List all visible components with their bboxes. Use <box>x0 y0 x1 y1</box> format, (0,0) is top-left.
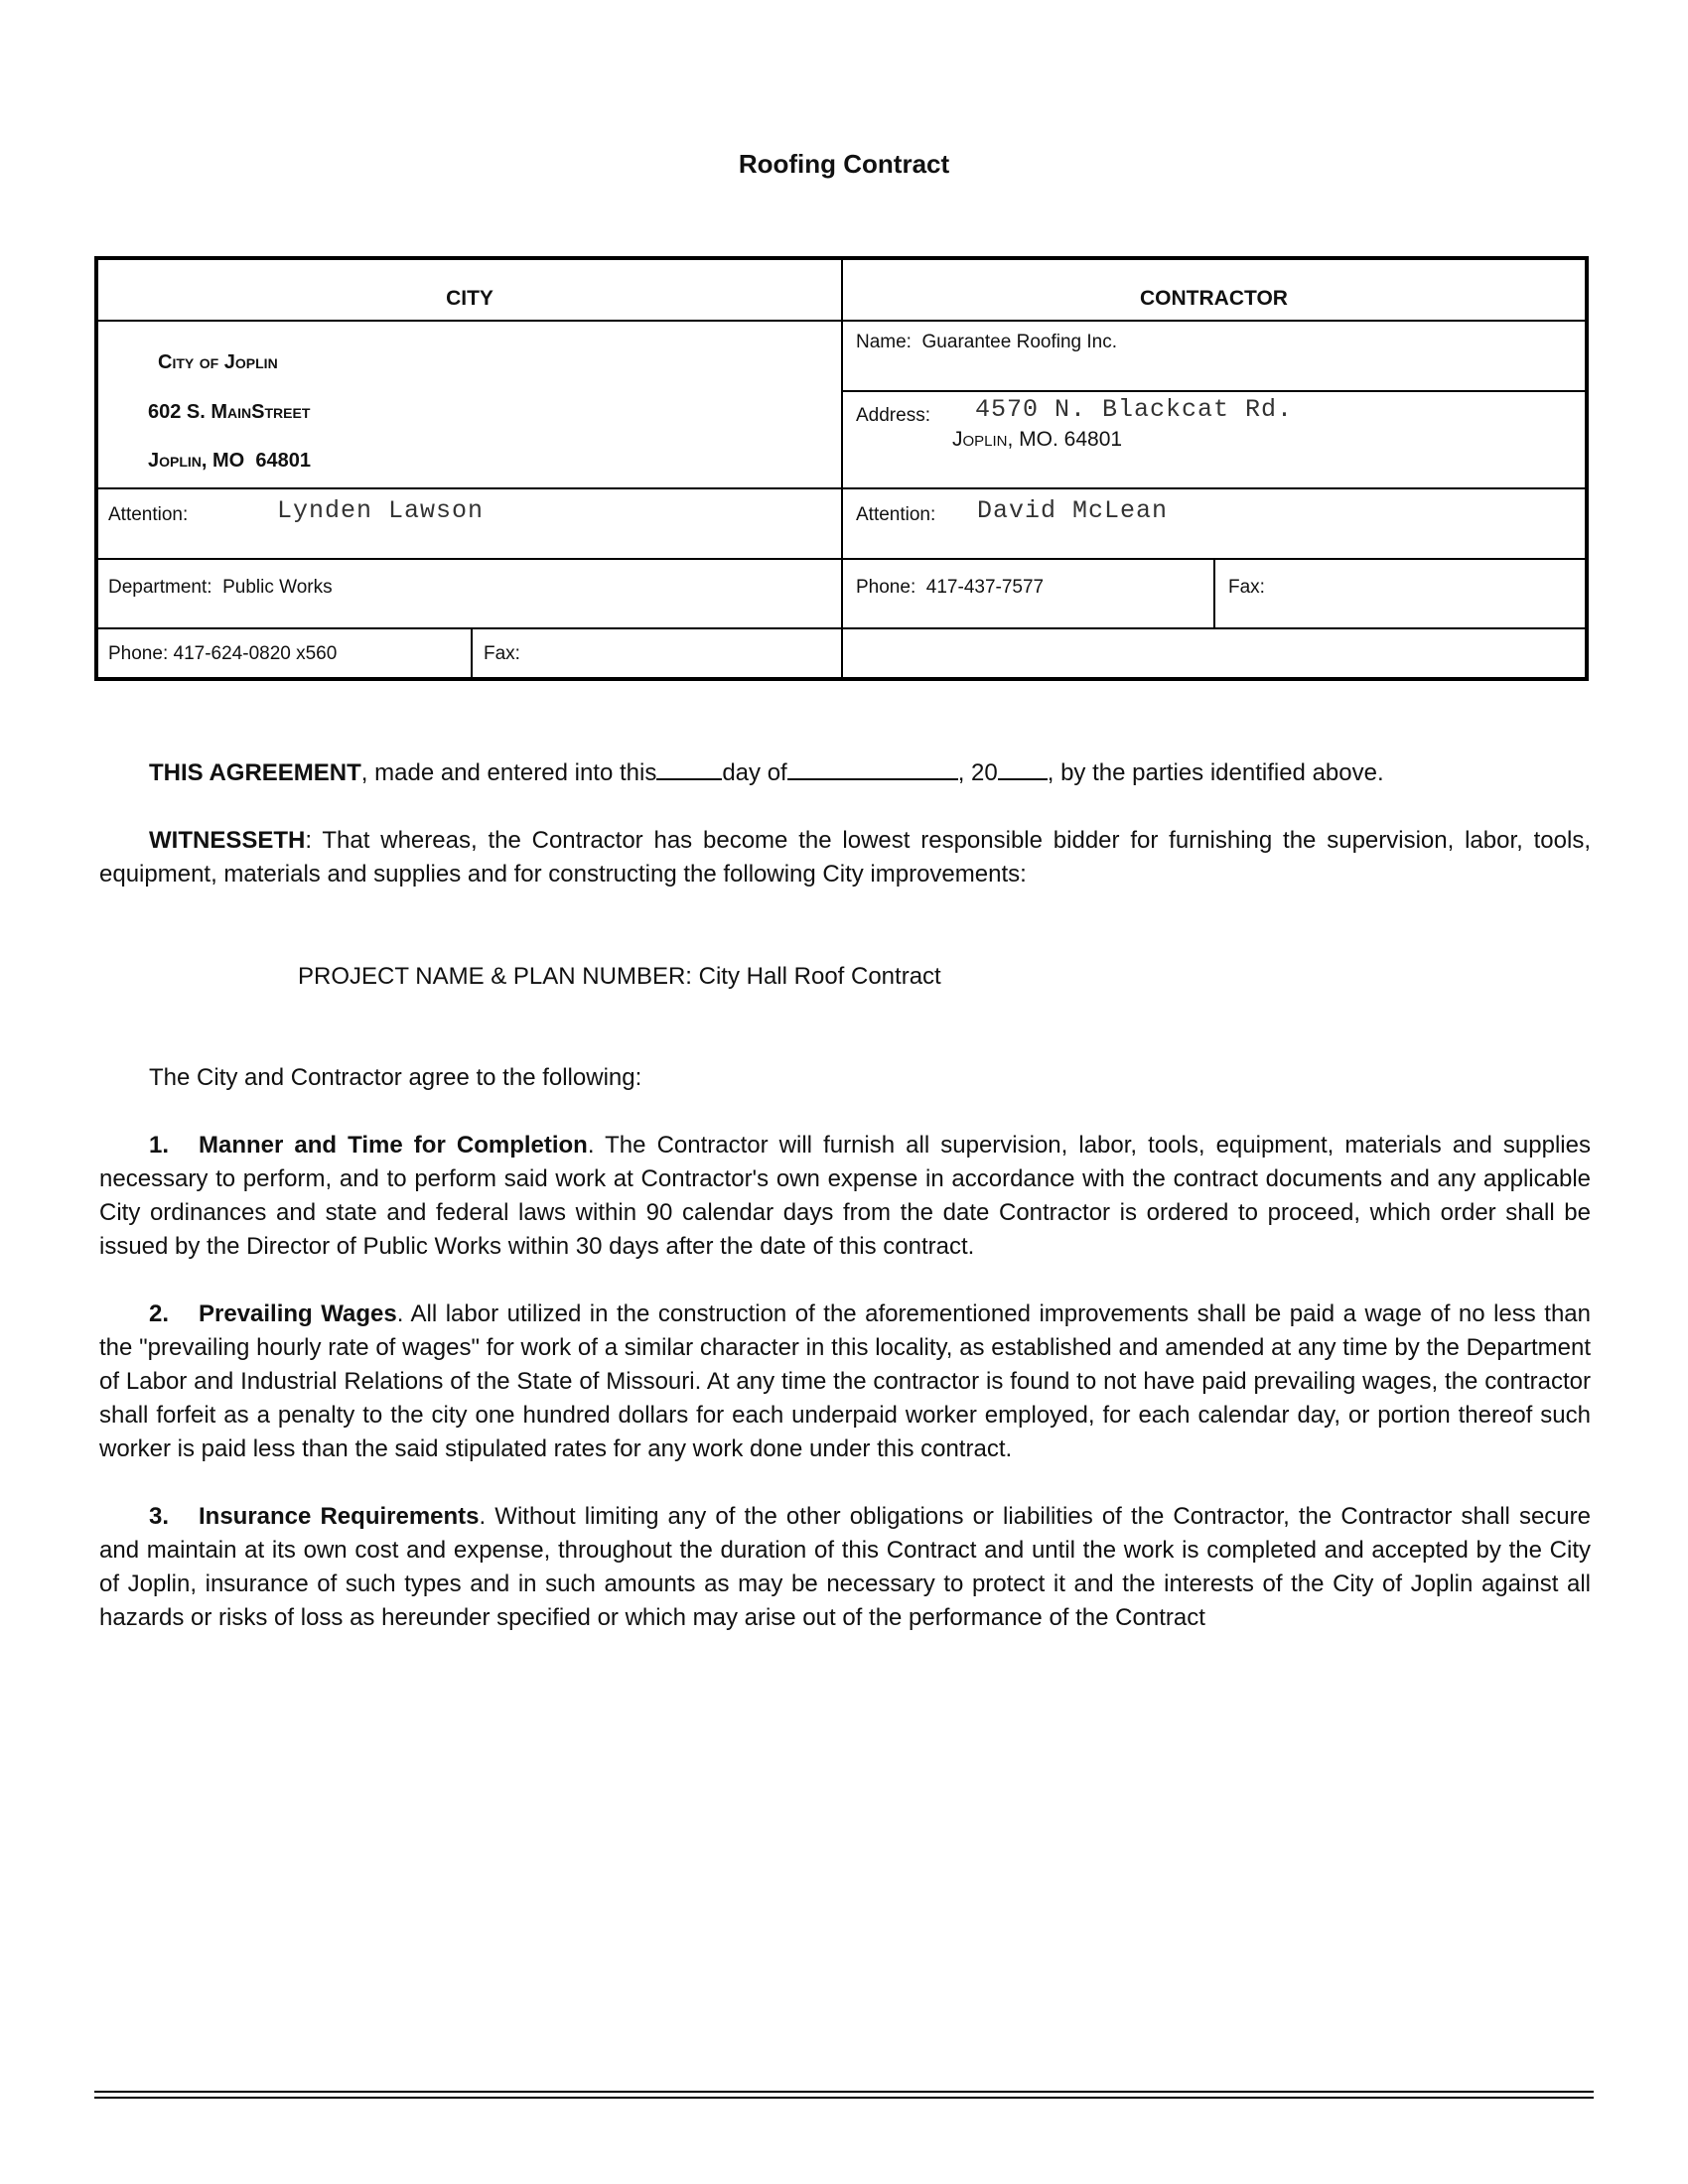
footer-rule <box>94 2097 1594 2099</box>
year-blank <box>998 756 1048 780</box>
section-2 <box>99 1297 1591 1466</box>
agreement-text-3: , 20 <box>957 759 998 786</box>
city-state-zip: Joplin, MO 64801 <box>148 450 311 472</box>
contractor-name-value: Guarantee Roofing Inc. <box>921 332 1117 352</box>
section-text: . All labor utilized in the construction of the aforementioned improvements shall be paid a wage of no less than the "prevailing hourly rate of wages" for work of a similar character in this locality, as established and amended at any time by the Department of Labor and Industrial Relations of the State of Missouri. At any time the contractor is found to not have paid prevailing wages, the contractor shall forfeit as a penalty to the city one hundred dollars for each underpaid worker employed, for each calendar day, or portion thereof such worker is paid less than the said stipulated rates for any work done under this contract. <box>99 1300 1591 1462</box>
city-attention-value: Lynden Lawson <box>277 496 485 525</box>
contractor-address-line2: Joplin, MO. 64801 <box>952 428 1123 451</box>
city-name: City of Joplin <box>158 351 278 373</box>
city-phone-value: 417-624-0820 x560 <box>173 643 338 664</box>
table-divider <box>1213 558 1215 627</box>
contractor-attention-label: Attention: <box>856 504 936 525</box>
city-department <box>108 577 333 599</box>
project-line: PROJECT NAME & PLAN NUMBER: City Hall Roof Contract <box>298 963 941 990</box>
contractor-phone <box>856 577 1044 599</box>
agreement-lead: THIS AGREEMENT <box>149 759 361 786</box>
table-divider <box>98 320 1585 322</box>
section-heading: Prevailing Wages <box>199 1300 397 1327</box>
table-divider <box>98 487 1585 489</box>
month-blank <box>787 756 958 780</box>
contractor-phone-label: Phone: <box>856 577 916 598</box>
table-divider <box>841 390 1585 392</box>
day-blank <box>656 756 722 780</box>
table-divider <box>471 627 473 677</box>
city-phone <box>108 643 337 665</box>
contractor-name <box>856 332 1117 353</box>
section-number: 3. <box>149 1503 170 1530</box>
section-heading: Manner and Time for Completion <box>199 1132 588 1159</box>
city-phone-label: Phone: <box>108 643 169 664</box>
contractor-attention-value: David McLean <box>977 496 1169 525</box>
city-fax-label: Fax: <box>484 643 520 664</box>
section-heading: Insurance Requirements <box>199 1503 480 1530</box>
party-table <box>94 256 1589 681</box>
city-department-value: Public Works <box>222 577 333 598</box>
agreement-text-1: , made and entered into this <box>360 759 657 786</box>
witnesseth-text: : That whereas, the Contractor has become the lowest responsible bidder for furnishing the supervision, labor, tools, equipment, materials and supplies and for constructing the following City improvements: <box>99 827 1591 887</box>
contractor-name-label: Name: <box>856 332 912 352</box>
contractor-phone-value: 417-437-7577 <box>925 577 1045 598</box>
contractor-address-line1: 4570 N. Blackcat Rd. <box>975 395 1294 424</box>
section-3 <box>99 1500 1591 1635</box>
footer-rule <box>94 2091 1594 2093</box>
witnesseth-paragraph <box>99 824 1591 891</box>
city-department-label: Department: <box>108 577 212 598</box>
agreement-text-2: day of <box>722 759 787 786</box>
table-divider <box>841 260 843 677</box>
table-divider <box>98 558 1585 560</box>
section-text: . Without limiting any of the other obligations or liabilities of the Contractor, the Contractor shall secure and maintain at its own cost and expense, throughout the duration of this Contract and until the work is completed and accepted by the City of Joplin, insurance of such types and in such amounts as may be necessary to protect it and the interests of the City of Joplin against all hazards or risks of loss as hereunder specified or which may arise out of the performance of the Contract <box>99 1503 1591 1631</box>
section-number: 1. <box>149 1132 170 1159</box>
section-number: 2. <box>149 1300 170 1327</box>
city-street: 602 S. MainStreet <box>148 401 311 423</box>
city-attention-label: Attention: <box>108 504 189 525</box>
contractor-address-label: Address: <box>856 405 930 426</box>
agreement-text-4: , by the parties identified above. <box>1047 759 1384 786</box>
agreement-paragraph <box>149 756 1589 790</box>
city-header: CITY <box>446 287 493 310</box>
section-1 <box>99 1129 1591 1264</box>
contractor-header: CONTRACTOR <box>1140 287 1288 310</box>
section-text: . The Contractor will furnish all supervision, labor, tools, equipment, materials and supplies necessary to perform, and to perform said work at Contractor's own expense in accordance with the contract documents and any applicable City ordinances and state and federal laws within 90 calendar days from the date Contractor is ordered to proceed, which order shall be issued by the Director of Public Works within 30 days after the date of this contract. <box>99 1132 1591 1260</box>
page-title: Roofing Contract <box>738 149 950 179</box>
intro-line: The City and Contractor agree to the following: <box>149 1064 642 1091</box>
contractor-fax-label: Fax: <box>1228 577 1265 598</box>
witnesseth-lead: WITNESSETH <box>149 827 306 854</box>
table-divider <box>98 627 1585 629</box>
